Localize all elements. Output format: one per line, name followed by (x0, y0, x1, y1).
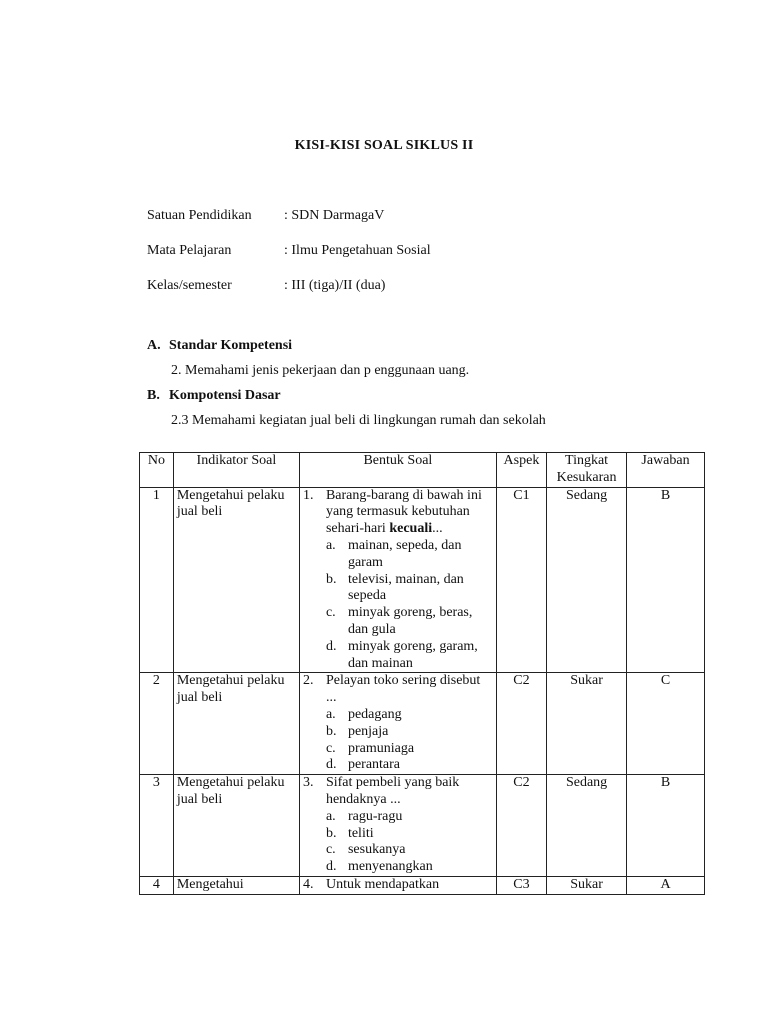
cell-aspek: C2 (496, 775, 546, 877)
answer-option (303, 724, 493, 741)
option-letter: c. (325, 842, 336, 858)
question-text: Barang-barang di bawah ini yang termasuk kebutuhan sehari-hari (325, 487, 482, 537)
cell-no: 1 (140, 487, 174, 673)
table-header-row (140, 453, 705, 488)
answer-option (303, 572, 493, 606)
cell-tingkat: Sedang (547, 775, 627, 877)
cell-bentuk-soal (299, 487, 496, 673)
section-title: Standar Kompetensi (169, 338, 293, 353)
cell-aspek: C3 (496, 876, 546, 894)
answer-option (303, 826, 493, 843)
cell-tingkat: Sukar (547, 876, 627, 894)
answer-option (303, 707, 493, 724)
section-title: Kompotensi Dasar (169, 388, 281, 403)
question-tail: ... (432, 521, 443, 537)
table-row (140, 673, 705, 775)
cell-jawaban: C (627, 673, 705, 775)
meta-label: Kelas/semester (147, 278, 232, 293)
question (303, 673, 493, 707)
option-letter: c. (325, 740, 336, 756)
option-text: pramuniaga (347, 740, 415, 756)
option-text: teliti (347, 825, 374, 841)
cell-no: 2 (140, 673, 174, 775)
question-keyword: kecuali (389, 521, 433, 537)
answer-option (303, 639, 493, 673)
document-title: KISI-KISI SOAL SIKLUS II (294, 138, 474, 153)
option-letter: d. (325, 638, 337, 654)
table-row (140, 487, 705, 673)
cell-tingkat: Sukar (547, 673, 627, 775)
section-letter: B. (147, 388, 160, 403)
cell-indikator: Mengetahui pelaku jual beli (173, 775, 299, 877)
question-text: Untuk mendapatkan (325, 876, 440, 892)
option-letter: a. (325, 537, 336, 553)
answer-option (303, 859, 493, 876)
cell-jawaban: A (627, 876, 705, 894)
header-jawaban: Jawaban (627, 453, 705, 488)
cell-no: 4 (140, 876, 174, 894)
option-letter: d. (325, 859, 337, 875)
option-letter: a. (325, 706, 336, 722)
meta-value: : SDN DarmagaV (284, 208, 385, 223)
meta-value: : Ilmu Pengetahuan Sosial (284, 243, 431, 258)
header-no: No (140, 453, 174, 488)
header-aspek: Aspek (496, 453, 546, 488)
question-number: 4. (302, 876, 314, 892)
section-a-heading (147, 338, 292, 354)
answer-option (303, 605, 493, 639)
question-number: 1. (302, 487, 314, 503)
section-letter: A. (147, 338, 161, 353)
option-text: minyak goreng, beras, dan gula (347, 605, 473, 637)
option-letter: b. (325, 571, 337, 587)
option-letter: b. (325, 825, 337, 841)
answer-option (303, 741, 493, 758)
answer-option (303, 842, 493, 859)
header-tingkat-kesukaran (547, 453, 627, 488)
cell-indikator: Mengetahui (173, 876, 299, 894)
cell-jawaban: B (627, 487, 705, 673)
table-row (140, 876, 705, 894)
option-letter: b. (325, 723, 337, 739)
option-text: sesukanya (347, 842, 406, 858)
option-text: minyak goreng, garam, dan mainan (347, 638, 478, 671)
cell-bentuk-soal (299, 775, 496, 877)
question (303, 775, 493, 809)
header-indikator: Indikator Soal (173, 453, 299, 488)
cell-aspek: C1 (496, 487, 546, 673)
table-row (140, 775, 705, 877)
option-text: televisi, mainan, dan sepeda (347, 571, 464, 604)
option-letter: a. (325, 808, 336, 824)
option-text: menyenangkan (347, 859, 433, 875)
cell-bentuk-soal (299, 673, 496, 775)
cell-bentuk-soal (299, 876, 496, 894)
question-text: Pelayan toko sering disebut ... (325, 673, 481, 706)
section-a-text: 2. Memahami jenis pekerjaan dan p enggunaan uang. (171, 363, 470, 378)
meta-label: Satuan Pendidikan (147, 208, 252, 223)
cell-indikator: Mengetahui pelaku jual beli (173, 487, 299, 673)
section-b-heading (147, 388, 281, 404)
question (303, 488, 493, 538)
option-text: perantara (347, 757, 401, 773)
answer-option (303, 757, 493, 774)
meta-value: : III (tiga)/II (dua) (284, 278, 386, 293)
cell-no: 3 (140, 775, 174, 877)
header-tingkat-line1: Tingkat (565, 453, 609, 468)
option-text: pedagang (347, 706, 402, 722)
meta-label: Mata Pelajaran (147, 243, 232, 258)
question-number: 2. (302, 673, 314, 689)
option-letter: d. (325, 757, 337, 773)
option-text: penjaja (347, 723, 389, 739)
cell-tingkat: Sedang (547, 487, 627, 673)
option-text: ragu-ragu (347, 808, 403, 824)
option-text: mainan, sepeda, dan garam (347, 537, 462, 570)
cell-indikator: Mengetahui pelaku jual beli (173, 673, 299, 775)
kisi-kisi-table (139, 452, 705, 895)
question-text: Sifat pembeli yang baik hendaknya ... (325, 775, 460, 807)
question-text-wrap (326, 488, 493, 538)
question (303, 877, 493, 894)
answer-option (303, 538, 493, 572)
header-tingkat-line2: Kesukaran (556, 469, 617, 485)
cell-aspek: C2 (496, 673, 546, 775)
option-letter: c. (325, 605, 336, 621)
cell-jawaban: B (627, 775, 705, 877)
section-b-text: 2.3 Memahami kegiatan jual beli di lingkungan rumah dan sekolah (171, 413, 546, 428)
header-bentuk-soal: Bentuk Soal (299, 453, 496, 488)
answer-option (303, 809, 493, 826)
question-number: 3. (302, 775, 314, 791)
